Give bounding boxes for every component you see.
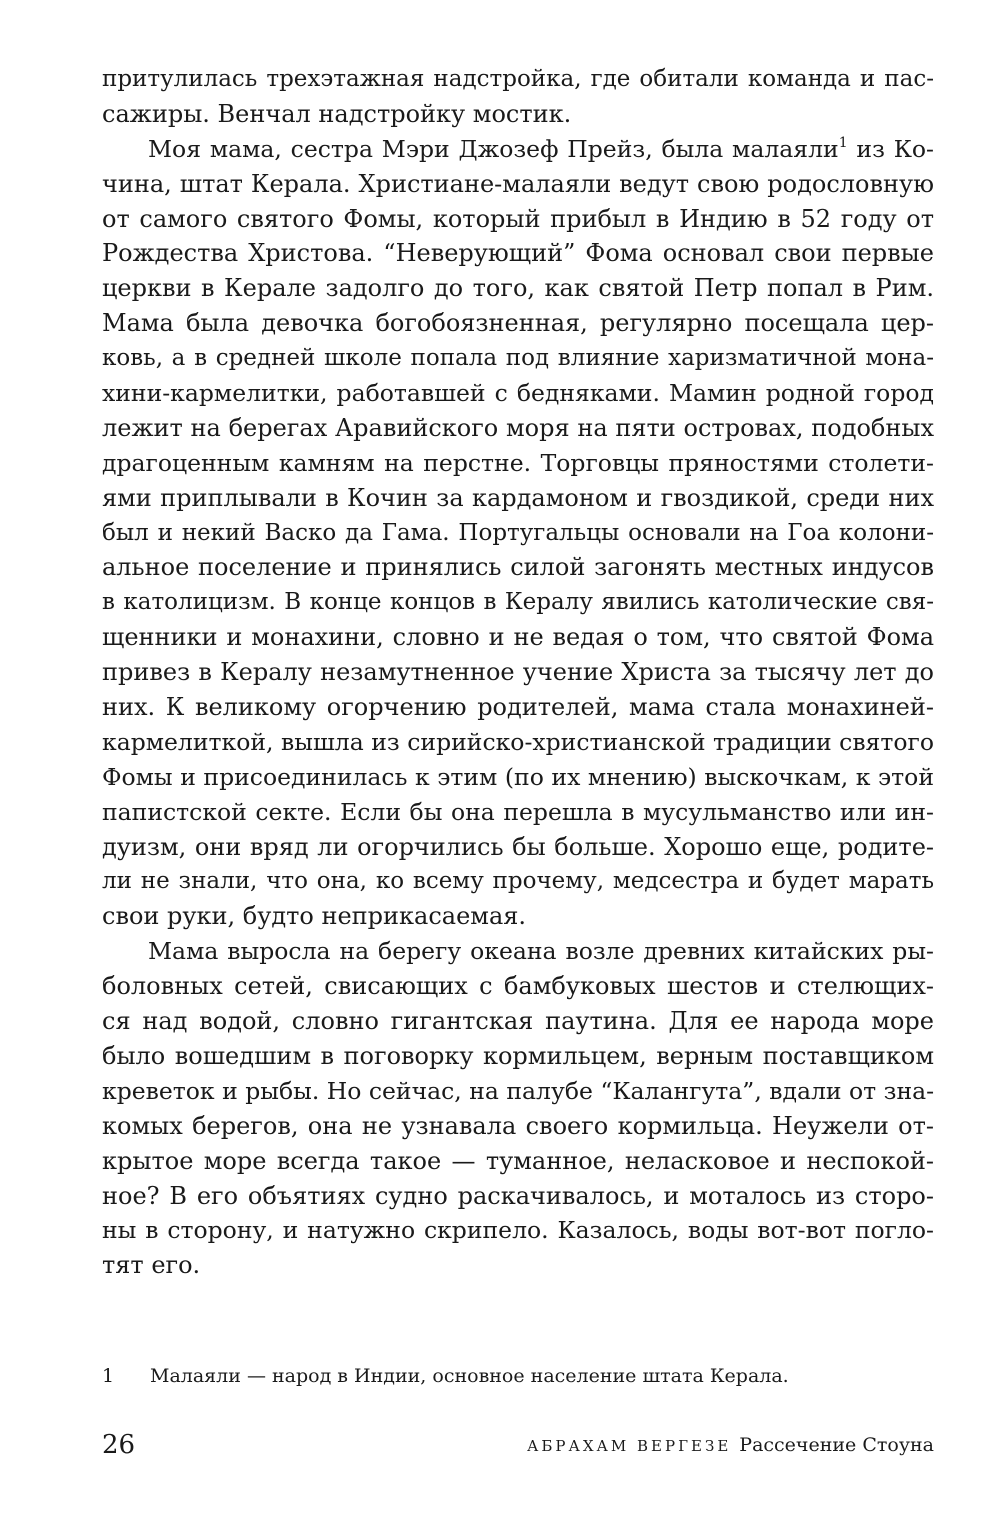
text-line: щенники и монахини, словно и не ведая о том, что святой Фома	[102, 623, 934, 652]
text-line: Рождества Христова. “Неверующий” Фома основал свои первые	[102, 239, 934, 268]
footnote-text: Малаяли — народ в Индии, основное население штата Керала.	[150, 1365, 789, 1387]
text-line: привез в Кералу незамутненное учение Христа за тысячу лет до	[102, 658, 934, 687]
text-line: свои руки, будто неприкасаемая.	[102, 902, 527, 931]
footnote	[102, 1365, 934, 1387]
text-line: Фомы и присоединилась к этим (по их мнению) выскочкам, к этой	[102, 762, 934, 791]
text-line: было вошедшим в поговорку кормильцем, верным поставщиком	[102, 1041, 934, 1070]
text-line: ся над водой, словно гигантская паутина. Для ее народа море	[102, 1007, 934, 1036]
text-line: ями приплывали в Кочин за кардамоном и гвоздикой, среди них	[102, 483, 934, 512]
text-line: креветок и рыбы. Но сейчас, на палубе “Калангута”, вдали от зна-	[102, 1076, 935, 1105]
text-line: папистской секте. Если бы она перешла в мусульманство или ин-	[102, 797, 934, 826]
text-line: ли не знали, что она, ко всему прочему, медсестра и будет марать	[102, 868, 934, 895]
text-fragment: из Ко-	[856, 134, 934, 163]
text-line: кармелиткой, вышла из сирийско-христианской традиции святого	[102, 727, 934, 756]
page-number: 26	[102, 1430, 136, 1460]
text-line: них. К великому огорчению родителей, мама стала монахиней-	[102, 693, 934, 722]
text-line: тят его.	[102, 1251, 201, 1280]
text-line: Мама была девочка богобоязненная, регулярно посещала цер-	[102, 309, 934, 338]
text-line: боловных сетей, свисающих с бамбуковых шестов и стелющих-	[102, 972, 934, 1001]
author-name: АБРАХАМ ВЕРГЕЗЕ	[527, 1437, 732, 1455]
text-line: дуизм, они вряд ли огорчились бы больше. Хорошо еще, родите-	[102, 832, 934, 861]
body-text	[102, 62, 934, 1283]
footnote-number: 1	[102, 1365, 115, 1387]
text-line: от самого святого Фомы, который прибыл в Индию в 52 году от	[102, 204, 934, 233]
text-line: драгоценным камням на перстне. Торговцы пряностями столети-	[102, 448, 934, 477]
text-line: чина, штат Керала. Христиане-малаяли ведут свою родословную	[102, 169, 934, 198]
text-fragment: Моя мама, сестра Мэри Джозеф Прейз, была малаяли	[148, 134, 839, 163]
text-line: был и некий Васко да Гама. Португальцы основали на Гоа колони-	[102, 519, 934, 546]
running-footer	[527, 1434, 934, 1456]
text-line: в католицизм. В конце концов в Кералу явились католические свя-	[102, 589, 934, 616]
book-title: Рассечение Стоуна	[739, 1434, 934, 1456]
text-line: хини-кармелитки, работавшей с бедняками. Мамин родной город	[102, 379, 934, 408]
text-line: церкви в Керале задолго до того, как святой Петр попал в Рим.	[102, 274, 934, 303]
text-line	[102, 132, 934, 167]
text-line: комых берегов, она не узнавала своего кормильца. Неужели от-	[102, 1111, 934, 1140]
text-line: крытое море всегда такое — туманное, неласковое и неспокой-	[102, 1146, 934, 1175]
text-line: Мама выросла на берегу океана возле древних китайских ры-	[148, 937, 934, 966]
text-line: ковь, а в средней школе попала под влияние харизматичной мона-	[102, 345, 934, 372]
page-footer	[102, 1430, 934, 1470]
text-line: ны в сторону, и натужно скрипело. Казалось, воды вот-вот погло-	[102, 1216, 934, 1245]
text-line: притулилась трехэтажная надстройка, где обитали команда и пас-	[102, 66, 934, 92]
text-line: сажиры. Венчал надстройку мостик.	[102, 99, 572, 128]
footnote-reference[interactable]: 1	[838, 134, 848, 151]
text-line: лежит на берегах Аравийского моря на пяти островах, подобных	[102, 413, 934, 442]
text-line: альное поселение и принялись силой загонять местных индусов	[102, 553, 934, 582]
text-line: ное? В его объятиях судно раскачивалось, и моталось из сторо-	[102, 1181, 934, 1210]
